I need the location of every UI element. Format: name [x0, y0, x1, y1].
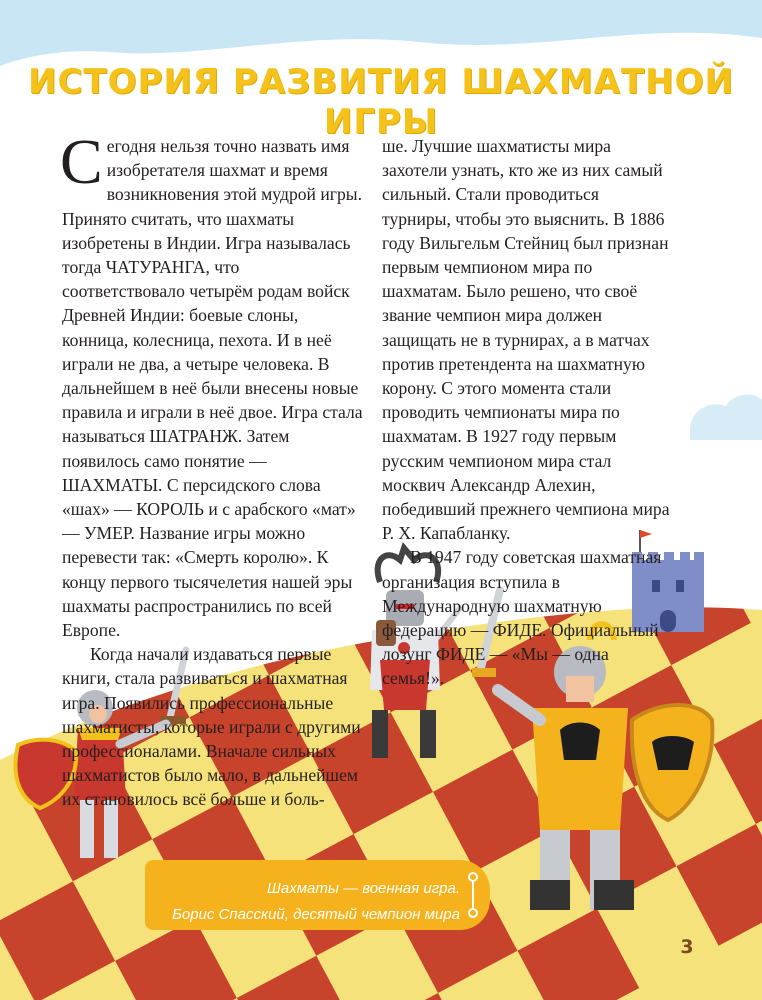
quote-box	[145, 860, 490, 930]
quote-text: Шахматы — военная игра.	[267, 880, 460, 897]
page-number: 3	[680, 936, 694, 958]
text-column-right	[382, 134, 672, 691]
quote-bar-icon	[468, 872, 478, 918]
cloud-icon	[690, 395, 762, 440]
page-title: ИСТОРИЯ РАЗВИТИЯ ШАХМАТНОЙ ИГРЫ	[28, 62, 734, 142]
dropcap: С	[60, 126, 103, 197]
paragraph-text: егодня нельзя точно назвать имя изобретателя шахмат и время возникновения этой мудрой игры. Принято считать, что шахматы изобретены в Индии. Игра называлась тогда ЧАТУРАНГА, что соответствовало четырём родам войск Древней Индии: боевые слоны, конница, колесница, пехота. И в неё играли не два, а четыре человека. В дальнейшем в неё были внесены новые правила и играли в неё двое. Игра стала называться ШАТРАНЖ. Затем появилось само понятие — ШАХМАТЫ. С персидского слова «шах» — КОРОЛЬ и с арабского «мат» — УМЕР. Название игры можно перевести так: «Смерть королю». К концу первого тысячелетия нашей эры шахматы распространились по всей Европе.	[62, 136, 363, 641]
paragraph: Когда начали издаваться первые книги, стала развиваться и шахматная игра. Появились профессиональные шахматисты, которые играли с другими профессионалами. Вначале сильных шахматистов было мало, в дальнейшем их становилось всё больше и боль-	[62, 644, 361, 810]
paragraph: ше. Лучшие шахматисты мира захотели узнать, кто же из них самый сильный. Стали проводиться турниры, чтобы это выяснить. В 1886 году Вильгельм Стейниц был признан первым чемпионом мира по шахматам. Было решено, что своё звание чемпион мира должен защищать не в турнирах, а в матчах против претендента на шахматную корону. С этого момента стали проводить чемпионаты мира по шахматам. В 1927 году первым русским чемпионом мира стал москвич Александр Алехин, победивший прежнего чемпиона мира Р. Х. Капабланку.	[382, 136, 670, 544]
sky-top	[0, 0, 762, 66]
text-column-left	[60, 126, 364, 812]
quote-author: Борис Спасский, десятый чемпион мира	[172, 906, 460, 923]
paragraph: В 1947 году советская шахматная организация вступила в Международную шахматную федерацию — ФИДЕ. Официальный лозунг ФИДЕ — «Мы — одна семья!».	[382, 547, 662, 689]
paragraph	[60, 126, 364, 642]
